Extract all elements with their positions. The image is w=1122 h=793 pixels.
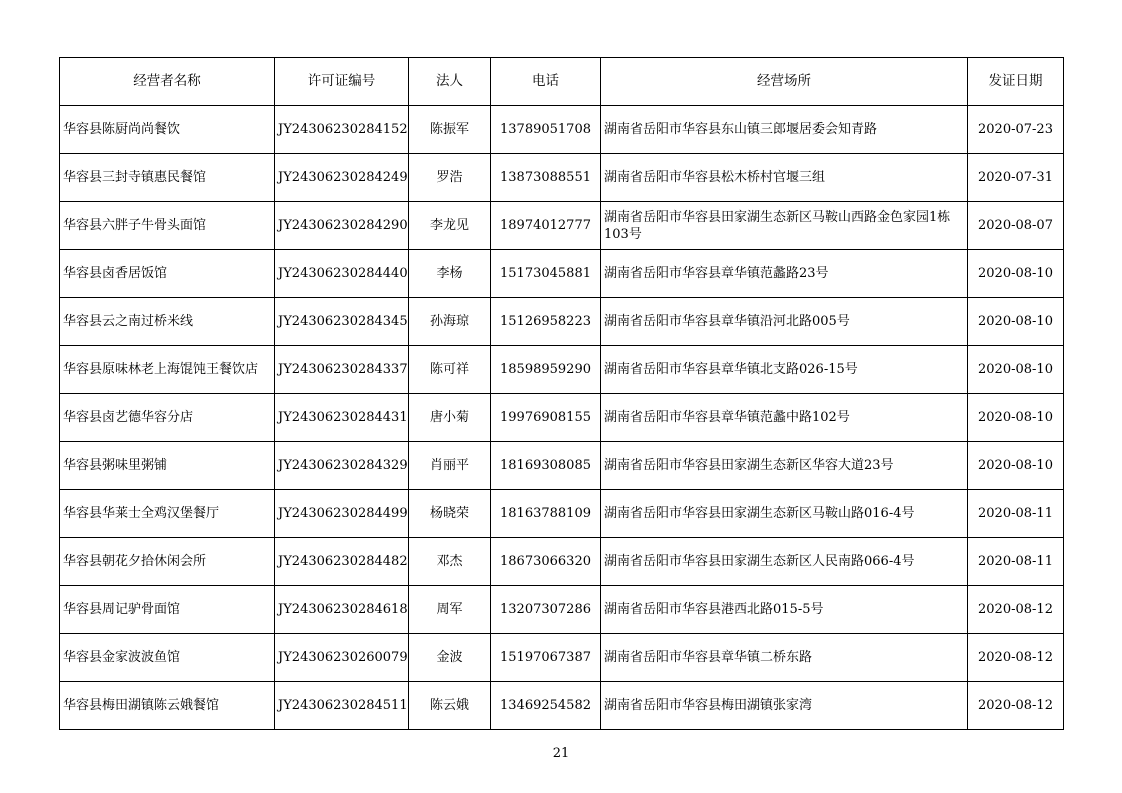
cell-business-address: 湖南省岳阳市华容县章华镇范蠡路23号 [601,250,968,298]
cell-operator-name: 华容县陈厨尚尚餐饮 [60,106,275,154]
header-phone: 电话 [491,58,601,106]
cell-operator-name: 华容县华莱士全鸡汉堡餐厅 [60,490,275,538]
table-row [60,442,1064,490]
cell-operator-name: 华容县周记驴骨面馆 [60,586,275,634]
cell-business-address: 湖南省岳阳市华容县田家湖生态新区马鞍山西路金色家园1栋103号 [601,202,968,250]
table-row [60,346,1064,394]
cell-business-address: 湖南省岳阳市华容县章华镇北支路026-15号 [601,346,968,394]
cell-phone: 15197067387 [491,634,601,682]
cell-legal-person: 杨晓荣 [409,490,491,538]
cell-phone: 13873088551 [491,154,601,202]
cell-legal-person: 李杨 [409,250,491,298]
cell-operator-name: 华容县三封寺镇惠民餐馆 [60,154,275,202]
cell-business-address: 湖南省岳阳市华容县松木桥村官堰三组 [601,154,968,202]
cell-issue-date: 2020-08-10 [968,442,1064,490]
cell-legal-person: 孙海琼 [409,298,491,346]
cell-legal-person: 罗浩 [409,154,491,202]
cell-legal-person: 肖丽平 [409,442,491,490]
cell-business-address: 湖南省岳阳市华容县章华镇范蠡中路102号 [601,394,968,442]
cell-legal-person: 邓杰 [409,538,491,586]
cell-operator-name: 华容县梅田湖镇陈云娥餐馆 [60,682,275,730]
cell-legal-person: 李龙见 [409,202,491,250]
cell-operator-name: 华容县卤香居饭馆 [60,250,275,298]
table-body [60,106,1064,730]
cell-license-number: JY24306230284440 [275,250,409,298]
cell-operator-name: 华容县卤艺德华容分店 [60,394,275,442]
header-date: 发证日期 [968,58,1064,106]
cell-legal-person: 陈振军 [409,106,491,154]
table-row [60,586,1064,634]
cell-license-number: JY24306230284249 [275,154,409,202]
table-row [60,682,1064,730]
cell-business-address: 湖南省岳阳市华容县田家湖生态新区华容大道23号 [601,442,968,490]
cell-phone: 18598959290 [491,346,601,394]
cell-issue-date: 2020-08-11 [968,490,1064,538]
table-row [60,202,1064,250]
cell-operator-name: 华容县金家波波鱼馆 [60,634,275,682]
cell-phone: 13789051708 [491,106,601,154]
cell-license-number: JY24306230284511 [275,682,409,730]
cell-issue-date: 2020-08-10 [968,346,1064,394]
cell-business-address: 湖南省岳阳市华容县港西北路015-5号 [601,586,968,634]
cell-operator-name: 华容县云之南过桥米线 [60,298,275,346]
cell-operator-name: 华容县朝花夕拾休闲会所 [60,538,275,586]
license-table [59,57,1064,730]
cell-license-number: JY24306230284152 [275,106,409,154]
page-number: 21 [552,746,570,761]
cell-issue-date: 2020-07-23 [968,106,1064,154]
cell-issue-date: 2020-08-12 [968,586,1064,634]
cell-phone: 18974012777 [491,202,601,250]
cell-issue-date: 2020-08-10 [968,298,1064,346]
cell-business-address: 湖南省岳阳市华容县田家湖生态新区人民南路066-4号 [601,538,968,586]
cell-issue-date: 2020-08-12 [968,634,1064,682]
cell-issue-date: 2020-08-07 [968,202,1064,250]
cell-phone: 18673066320 [491,538,601,586]
cell-issue-date: 2020-08-10 [968,394,1064,442]
cell-license-number: JY24306230260079 [275,634,409,682]
table-row [60,250,1064,298]
cell-phone: 13469254582 [491,682,601,730]
cell-license-number: JY24306230284337 [275,346,409,394]
cell-issue-date: 2020-08-12 [968,682,1064,730]
cell-license-number: JY24306230284329 [275,442,409,490]
cell-phone: 15126958223 [491,298,601,346]
cell-legal-person: 唐小菊 [409,394,491,442]
cell-phone: 18163788109 [491,490,601,538]
cell-operator-name: 华容县原味林老上海馄饨王餐饮店 [60,346,275,394]
table-row [60,634,1064,682]
header-license: 许可证编号 [275,58,409,106]
cell-issue-date: 2020-07-31 [968,154,1064,202]
cell-business-address: 湖南省岳阳市华容县梅田湖镇张家湾 [601,682,968,730]
table-row [60,490,1064,538]
header-address: 经营场所 [601,58,968,106]
table-row [60,298,1064,346]
cell-phone: 13207307286 [491,586,601,634]
cell-legal-person: 陈云娥 [409,682,491,730]
header-person: 法人 [409,58,491,106]
cell-issue-date: 2020-08-11 [968,538,1064,586]
cell-license-number: JY24306230284618 [275,586,409,634]
cell-issue-date: 2020-08-10 [968,250,1064,298]
table-header-row [60,58,1064,106]
table-row [60,394,1064,442]
cell-legal-person: 金波 [409,634,491,682]
cell-license-number: JY24306230284345 [275,298,409,346]
cell-business-address: 湖南省岳阳市华容县东山镇三郎堰居委会知青路 [601,106,968,154]
cell-license-number: JY24306230284290 [275,202,409,250]
cell-license-number: JY24306230284431 [275,394,409,442]
cell-phone: 19976908155 [491,394,601,442]
cell-legal-person: 周军 [409,586,491,634]
cell-operator-name: 华容县粥味里粥铺 [60,442,275,490]
table-row [60,106,1064,154]
cell-phone: 15173045881 [491,250,601,298]
table-row [60,538,1064,586]
cell-business-address: 湖南省岳阳市华容县章华镇二桥东路 [601,634,968,682]
cell-business-address: 湖南省岳阳市华容县章华镇沿河北路005号 [601,298,968,346]
cell-license-number: JY24306230284499 [275,490,409,538]
cell-business-address: 湖南省岳阳市华容县田家湖生态新区马鞍山路016-4号 [601,490,968,538]
header-name: 经营者名称 [60,58,275,106]
cell-legal-person: 陈可祥 [409,346,491,394]
cell-operator-name: 华容县六胖子牛骨头面馆 [60,202,275,250]
cell-license-number: JY24306230284482 [275,538,409,586]
table-row [60,154,1064,202]
cell-phone: 18169308085 [491,442,601,490]
